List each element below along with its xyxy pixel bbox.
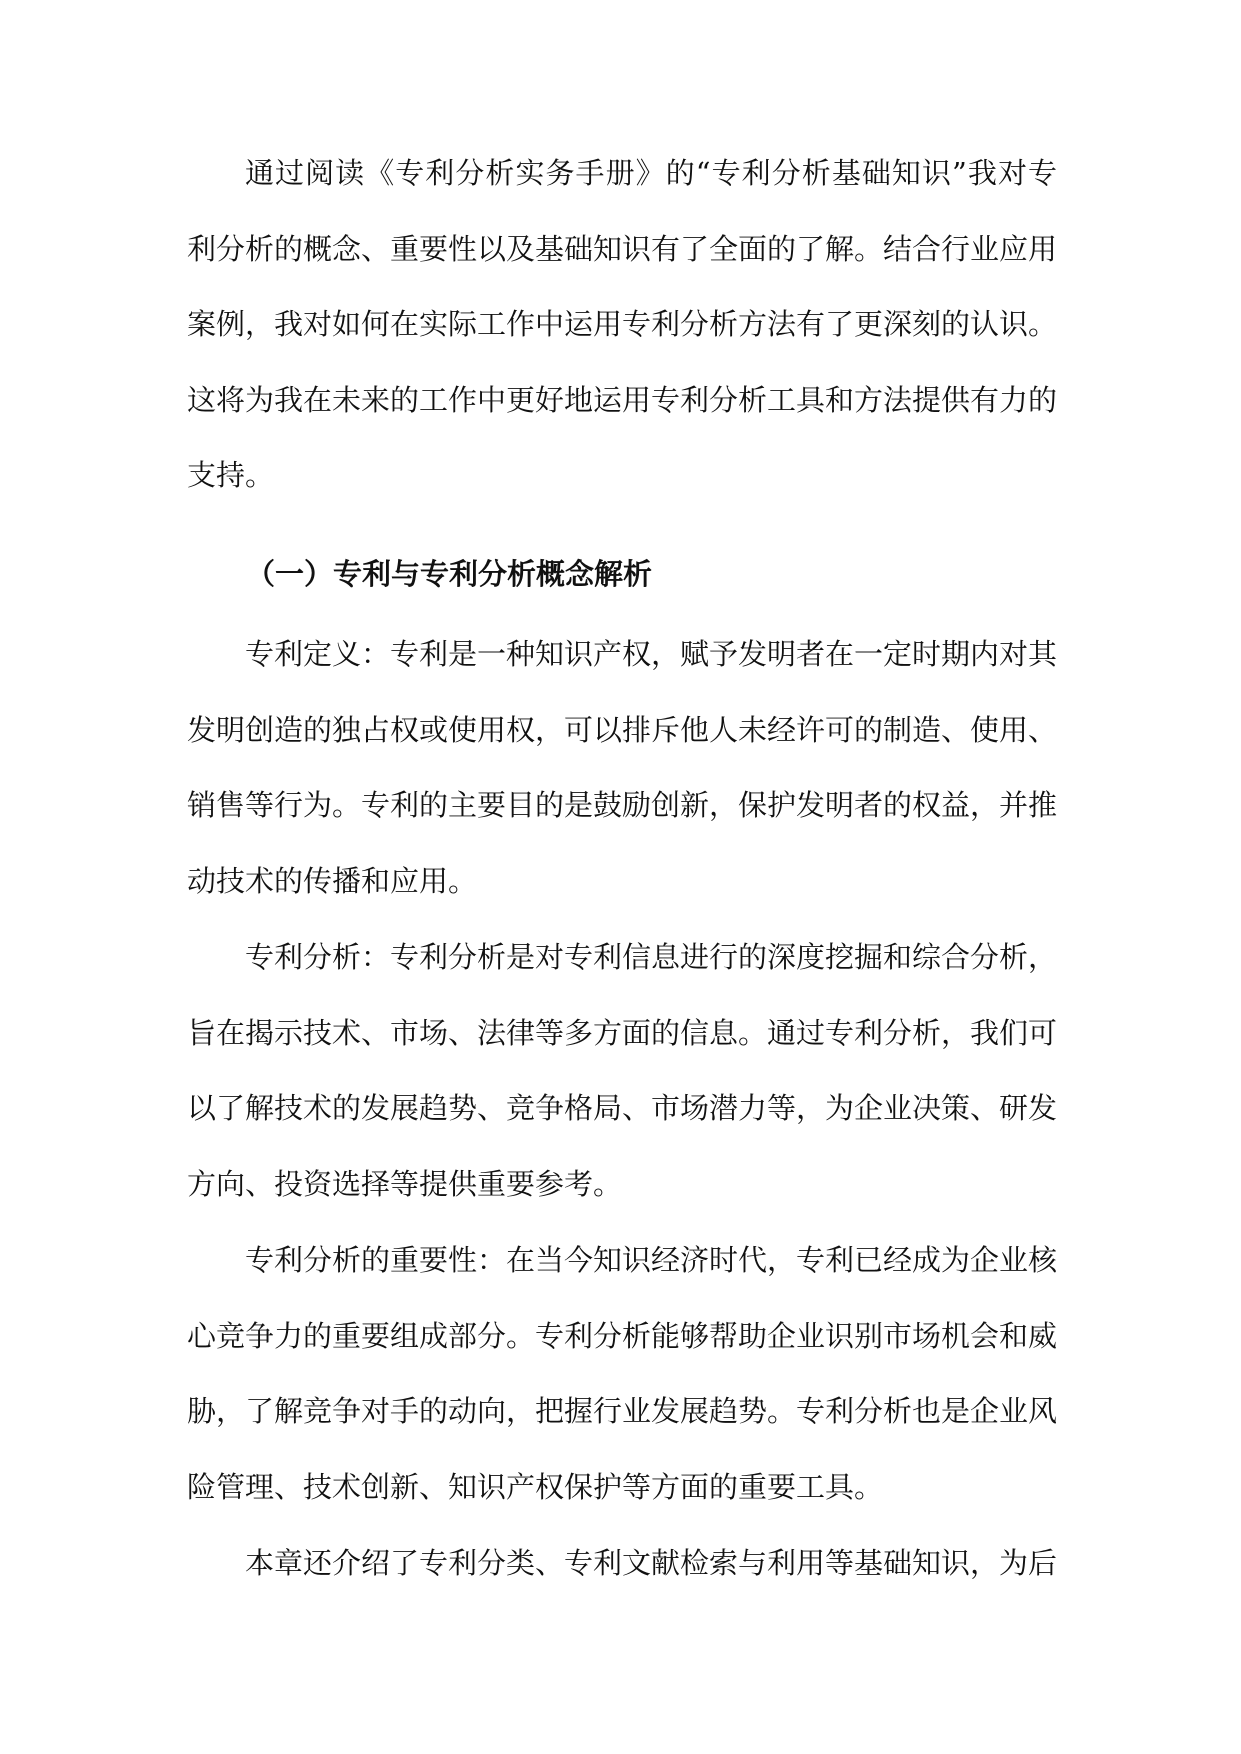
intro-paragraph: 通过阅读《专利分析实务手册》的“专利分析基础知识”我对专利分析的概念、重要性以及基础知识有了全面的了解。结合行业应用案例，我对如何在实际工作中运用专利分析方法有了更深刻的认识。这将为我在未来的工作中更好地运用专利分析工具和方法提供有力的支持。 — [187, 156, 1058, 492]
patent-analysis-paragraph: 专利分析：专利分析是对专利信息进行的深度挖掘和综合分析，旨在揭示技术、市场、法律等多方面的信息。通过专利分析，我们可以了解技术的发展趋势、竞争格局、市场潜力等，为企业决策、研发方向、投资选择等提供重要参考。 — [187, 940, 1058, 1201]
patent-definition-paragraph: 专利定义：专利是一种知识产权，赋予发明者在一定时期内对其发明创造的独占权或使用权，可以排斥他人未经许可的制造、使用、销售等行为。专利的主要目的是鼓励创新，保护发明者的权益，并推动技术的传播和应用。 — [187, 637, 1058, 898]
section-heading: （一）专利与专利分析概念解析 — [246, 557, 653, 591]
chapter-summary-paragraph: 本章还介绍了专利分类、专利文献检索与利用等基础知识，为后 — [245, 1546, 1058, 1580]
importance-paragraph: 专利分析的重要性：在当今知识经济时代，专利已经成为企业核心竞争力的重要组成部分。专利分析能够帮助企业识别市场机会和威胁，了解竞争对手的动向，把握行业发展趋势。专利分析也是企业风险管理、技术创新、知识产权保护等方面的重要工具。 — [187, 1243, 1058, 1504]
